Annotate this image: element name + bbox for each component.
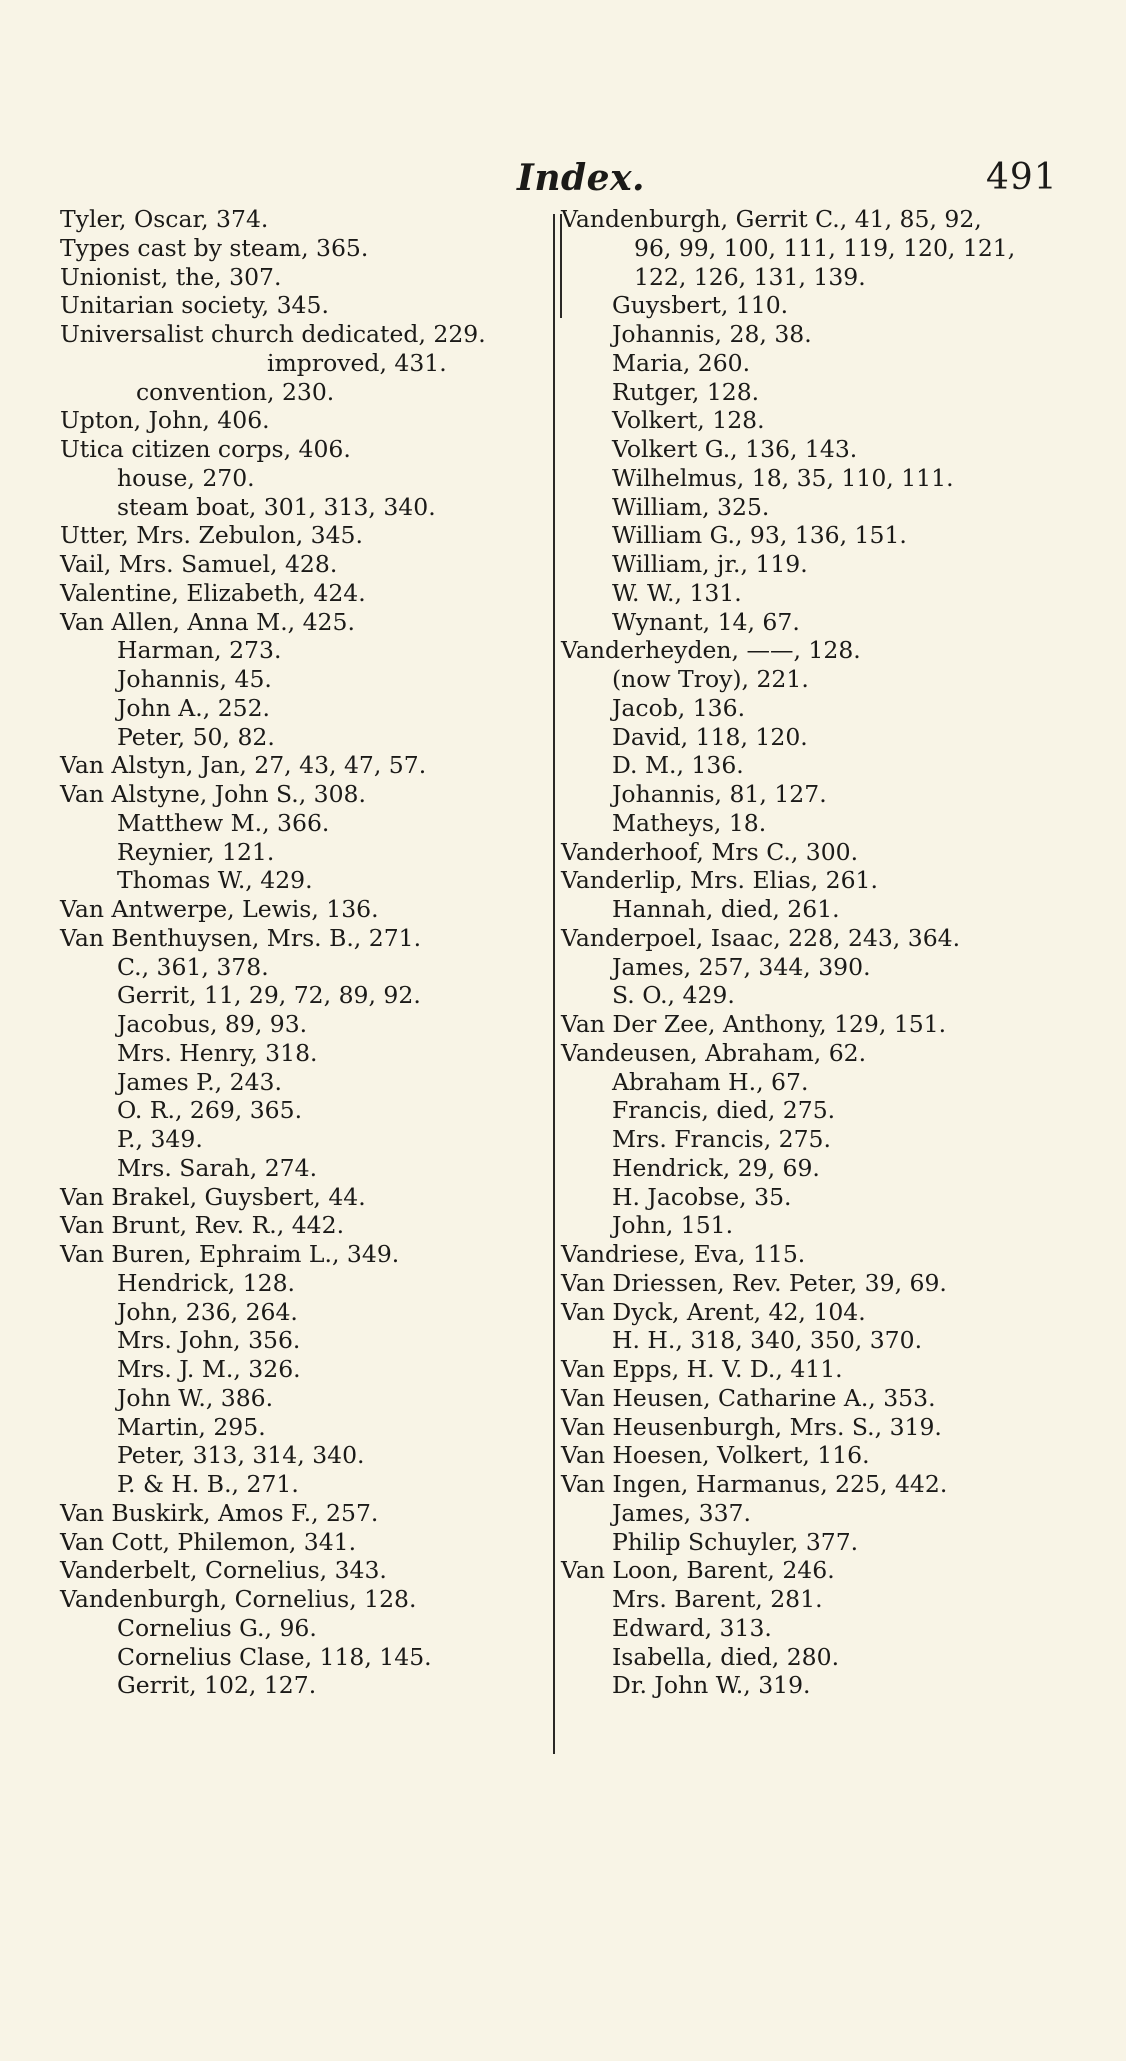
index-entry: Vandenburgh, Gerrit C., 41, 85, 92, (561, 205, 982, 233)
index-entry: David, 118, 120. (612, 722, 808, 751)
page-number: 491 (986, 157, 1058, 198)
index-entry: Johannis, 28, 38. (612, 320, 812, 348)
index-entry: Van Heusen, Catharine A., 353. (561, 1383, 936, 1412)
index-entry: Jacob, 136. (612, 693, 746, 722)
index-entry: Unionist, the, 307. (60, 262, 282, 291)
index-entry: John, 151. (612, 1211, 734, 1240)
index-entry: Vandeusen, Abraham, 62. (561, 1038, 867, 1067)
index-entry: Mrs. Francis, 275. (612, 1125, 831, 1153)
index-entry: Peter, 313, 314, 340. (117, 1441, 365, 1470)
index-entry: Guysbert, 110. (612, 291, 789, 320)
index-entry: Martin, 295. (117, 1412, 266, 1441)
index-entry: P., 349. (117, 1125, 203, 1153)
index-entry: house, 270. (117, 463, 255, 492)
index-entry: Gerrit, 11, 29, 72, 89, 92. (117, 981, 421, 1010)
index-entry: Hannah, died, 261. (612, 895, 840, 923)
index-entry: Valentine, Elizabeth, 424. (60, 578, 366, 607)
index-entry: Johannis, 81, 127. (612, 780, 827, 808)
index-column-left (60, 205, 560, 1700)
index-entry: Mrs. J. M., 326. (117, 1355, 301, 1383)
index-entry: Van Buren, Ephraim L., 349. (60, 1240, 400, 1268)
index-entry: Maria, 260. (612, 348, 751, 377)
index-entry: William, 325. (612, 492, 770, 521)
index-entry: Matthew M., 366. (117, 808, 330, 837)
index-entry: Vandenburgh, Cornelius, 128. (60, 1585, 417, 1613)
index-entry: Vandriese, Eva, 115. (561, 1240, 806, 1268)
index-entry: Edward, 313. (612, 1613, 772, 1642)
index-entry: Rutger, 128. (612, 377, 760, 406)
index-entry: Van Driessen, Rev. Peter, 39, 69. (561, 1268, 947, 1297)
index-entry: Isabella, died, 280. (612, 1642, 840, 1671)
index-entry: H. H., 318, 340, 350, 370. (612, 1326, 923, 1355)
index-entry: Vanderlip, Mrs. Elias, 261. (561, 866, 878, 895)
index-entry: James P., 243. (117, 1067, 282, 1096)
index-entry: Vanderheyden, ——, 128. (561, 636, 861, 665)
index-entry: Van Alstyne, John S., 308. (60, 780, 366, 808)
index-entry: Jacobus, 89, 93. (117, 1010, 308, 1038)
index-entry: Van Buskirk, Amos F., 257. (60, 1498, 379, 1527)
index-entry: Van Brakel, Guysbert, 44. (60, 1182, 366, 1211)
index-entry: Van Antwerpe, Lewis, 136. (60, 895, 379, 923)
index-entry: D. M., 136. (612, 751, 744, 780)
index-entry: W. W., 131. (612, 578, 742, 607)
index-entry: Reynier, 121. (117, 837, 275, 866)
running-head-title: Index. (517, 157, 646, 199)
index-entry: Dr. John W., 319. (612, 1671, 811, 1700)
index-entry: 122, 126, 131, 139. (634, 262, 866, 291)
index-entry: H. Jacobse, 35. (612, 1182, 792, 1211)
index-entry: Universalist church dedicated, 229. (60, 320, 486, 348)
index-entry: Mrs. Sarah, 274. (117, 1153, 318, 1182)
index-entry: Van Hoesen, Volkert, 116. (561, 1441, 870, 1470)
index-entry: (now Troy), 221. (612, 665, 809, 693)
index-entry: Mrs. Henry, 318. (117, 1038, 318, 1067)
index-entry: Abraham H., 67. (612, 1067, 809, 1096)
index-entry: Mrs. John, 356. (117, 1326, 301, 1355)
index-entry: Van Dyck, Arent, 42, 104. (561, 1297, 866, 1326)
index-entry: John W., 386. (117, 1383, 274, 1412)
index-entry: John, 236, 264. (117, 1297, 298, 1326)
index-entry: James, 257, 344, 390. (612, 952, 871, 981)
index-entry: Vanderbelt, Cornelius, 343. (60, 1556, 387, 1585)
index-entry: convention, 230. (136, 377, 335, 406)
index-entry: Peter, 50, 82. (117, 722, 275, 751)
index-entry: Unitarian society, 345. (60, 291, 329, 320)
index-entry: Upton, John, 406. (60, 406, 270, 435)
index-entry: Cornelius G., 96. (117, 1613, 317, 1642)
index-entry: 96, 99, 100, 111, 119, 120, 121, (634, 233, 1016, 262)
index-entry: Tyler, Oscar, 374. (60, 205, 269, 233)
index-entry: Utica citizen corps, 406. (60, 435, 351, 463)
index-entry: Types cast by steam, 365. (60, 233, 369, 262)
index-entry: P. & H. B., 271. (117, 1470, 299, 1498)
index-entry: Cornelius Clase, 118, 145. (117, 1642, 432, 1671)
index-entry: Hendrick, 29, 69. (612, 1153, 820, 1182)
index-entry: Utter, Mrs. Zebulon, 345. (60, 521, 363, 550)
index-entry: Harman, 273. (117, 636, 282, 665)
index-column-right (561, 205, 1081, 1700)
index-entry: Mrs. Barent, 281. (612, 1585, 823, 1613)
index-entry: Hendrick, 128. (117, 1268, 295, 1297)
index-entry: Wilhelmus, 18, 35, 110, 111. (612, 463, 954, 492)
index-entry: Matheys, 18. (612, 808, 767, 837)
index-entry: Vail, Mrs. Samuel, 428. (60, 550, 338, 578)
index-entry: Van Der Zee, Anthony, 129, 151. (561, 1010, 947, 1038)
index-entry: improved, 431. (267, 348, 447, 377)
index-entry: S. O., 429. (612, 981, 735, 1010)
index-entry: Volkert G., 136, 143. (612, 435, 858, 463)
index-entry: Van Brunt, Rev. R., 442. (60, 1211, 345, 1240)
index-entry: William G., 93, 136, 151. (612, 521, 907, 550)
index-entry: Van Cott, Philemon, 341. (60, 1527, 357, 1556)
index-entry: Van Allen, Anna M., 425. (60, 607, 355, 636)
index-entry: John A., 252. (117, 693, 271, 722)
index-entry: Volkert, 128. (612, 406, 765, 435)
index-entry: Vanderpoel, Isaac, 228, 243, 364. (561, 923, 961, 952)
index-entry: Van Benthuysen, Mrs. B., 271. (60, 923, 422, 952)
index-entry: Philip Schuyler, 377. (612, 1527, 859, 1556)
index-entry: steam boat, 301, 313, 340. (117, 492, 436, 521)
index-entry: Van Heusenburgh, Mrs. S., 319. (561, 1412, 942, 1441)
index-entry: Wynant, 14, 67. (612, 607, 800, 636)
index-entry: Vanderhoof, Mrs C., 300. (561, 837, 859, 866)
index-entry: Francis, died, 275. (612, 1096, 836, 1125)
index-entry: James, 337. (612, 1498, 751, 1527)
index-entry: Johannis, 45. (117, 665, 272, 693)
index-entry: William, jr., 119. (612, 550, 808, 578)
index-entry: O. R., 269, 365. (117, 1096, 303, 1125)
index-entry: C., 361, 378. (117, 952, 269, 981)
index-entry: Van Epps, H. V. D., 411. (561, 1355, 843, 1383)
index-entry: Thomas W., 429. (117, 866, 313, 895)
index-entry: Van Alstyn, Jan, 27, 43, 47, 57. (60, 751, 427, 780)
index-entry: Van Loon, Barent, 246. (561, 1556, 835, 1585)
index-entry: Gerrit, 102, 127. (117, 1671, 317, 1700)
index-entry: Van Ingen, Harmanus, 225, 442. (561, 1470, 948, 1498)
